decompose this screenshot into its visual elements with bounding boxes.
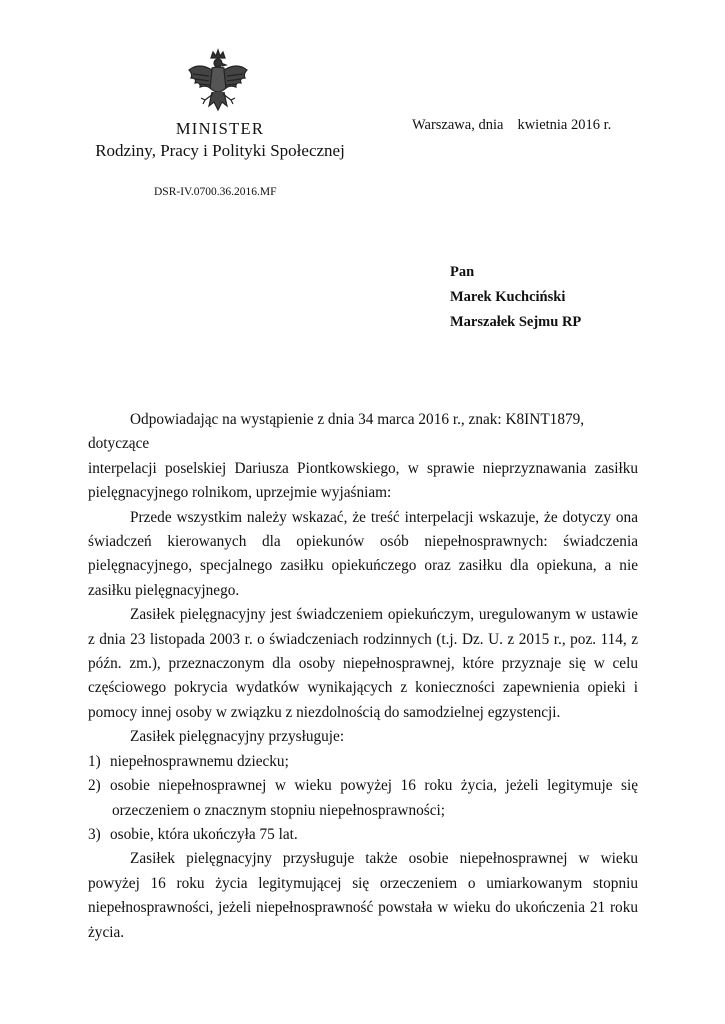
date-suffix: kwietnia 2016 r.	[517, 117, 612, 133]
list-item-number: 3)	[88, 825, 101, 843]
ministry-title: MINISTER	[175, 119, 265, 138]
list-item-continuation: orzeczeniem o znacznym stopniu niepełnosprawności;	[112, 801, 446, 819]
paragraph-3: Zasiłek pielęgnacyjny jest świadczeniem opiekuńczym, uregulowanym w ustawie z dnia 23 listopada 2003 r. o świadczeniach rodzinnych (t.j. Dz. U. z 2015 r., poz. 114, z późn. zm.), przeznaczonym dla osoby niepełnosprawnej, które przyznaje się w celu częściowego pokrycia wydatków wynikających z konieczności zapewnienia opieki i pomocy innej osoby w związku z niezdolnością do samodzielnej egzystencji.	[88, 606, 638, 721]
reference-number: DSR-IV.0700.36.2016.MF	[154, 186, 277, 198]
paragraph-5: Zasiłek pielęgnacyjny przysługuje także osobie niepełnosprawnej w wieku powyżej 16 roku życia legitymującej się orzeczeniem o umiarkowanym stopniu niepełnosprawności, jeżeli niepełnosprawność powstała w wieku do ukończenia 21 roku życia.	[88, 850, 638, 941]
list-item-number: 2)	[88, 777, 101, 795]
paragraph-2: Przede wszystkim należy wskazać, że treść interpelacji wskazuje, że dotyczy ona świadczeń kierowanych dla opiekunów osób niepełnosprawnych: świadczenia pielęgnacyjnego, specjalnego zasiłku opiekuńczego oraz zasiłku dla opiekuna, a nie zasiłku pielęgnacyjnego.	[88, 508, 638, 599]
paragraph-1-line-2: interpelacji poselskiej Dariusza Piontkowskiego, w sprawie nieprzyznawania zasiłku	[88, 459, 638, 477]
paragraph-4: Zasiłek pielęgnacyjny przysługuje:	[130, 728, 345, 746]
polish-eagle-emblem-icon	[185, 48, 251, 120]
list-item-text: niepełnosprawnemu dziecku;	[110, 752, 289, 770]
paragraph-1-line-1: Odpowiadając na wystąpienie z dnia 34 marca 2016 r., znak: K8INT1879, dotyczące	[88, 411, 585, 453]
date-line	[412, 115, 611, 135]
list-item-text: osobie niepełnosprawnej w wieku powyżej 16 roku życia, jeżeli legitymuje się	[110, 777, 638, 795]
paragraph-1-line-3: pielęgnacyjnego rolnikom, uprzejmie wyjaśniam:	[88, 484, 392, 502]
letter-body	[88, 408, 638, 945]
list-item	[88, 823, 638, 847]
list-item	[88, 750, 638, 774]
date-prefix: Warszawa, dnia	[412, 117, 504, 133]
recipient-name: Marek Kuchciński	[450, 289, 566, 305]
ministry-name: Rodziny, Pracy i Polityki Społecznej	[95, 141, 345, 160]
list-item	[88, 774, 638, 798]
list-item-number: 1)	[88, 752, 101, 770]
recipient-title: Marszałek Sejmu RP	[450, 314, 582, 330]
recipient-salutation: Pan	[450, 264, 475, 280]
list-item-text: osobie, która ukończyła 75 lat.	[110, 825, 298, 843]
